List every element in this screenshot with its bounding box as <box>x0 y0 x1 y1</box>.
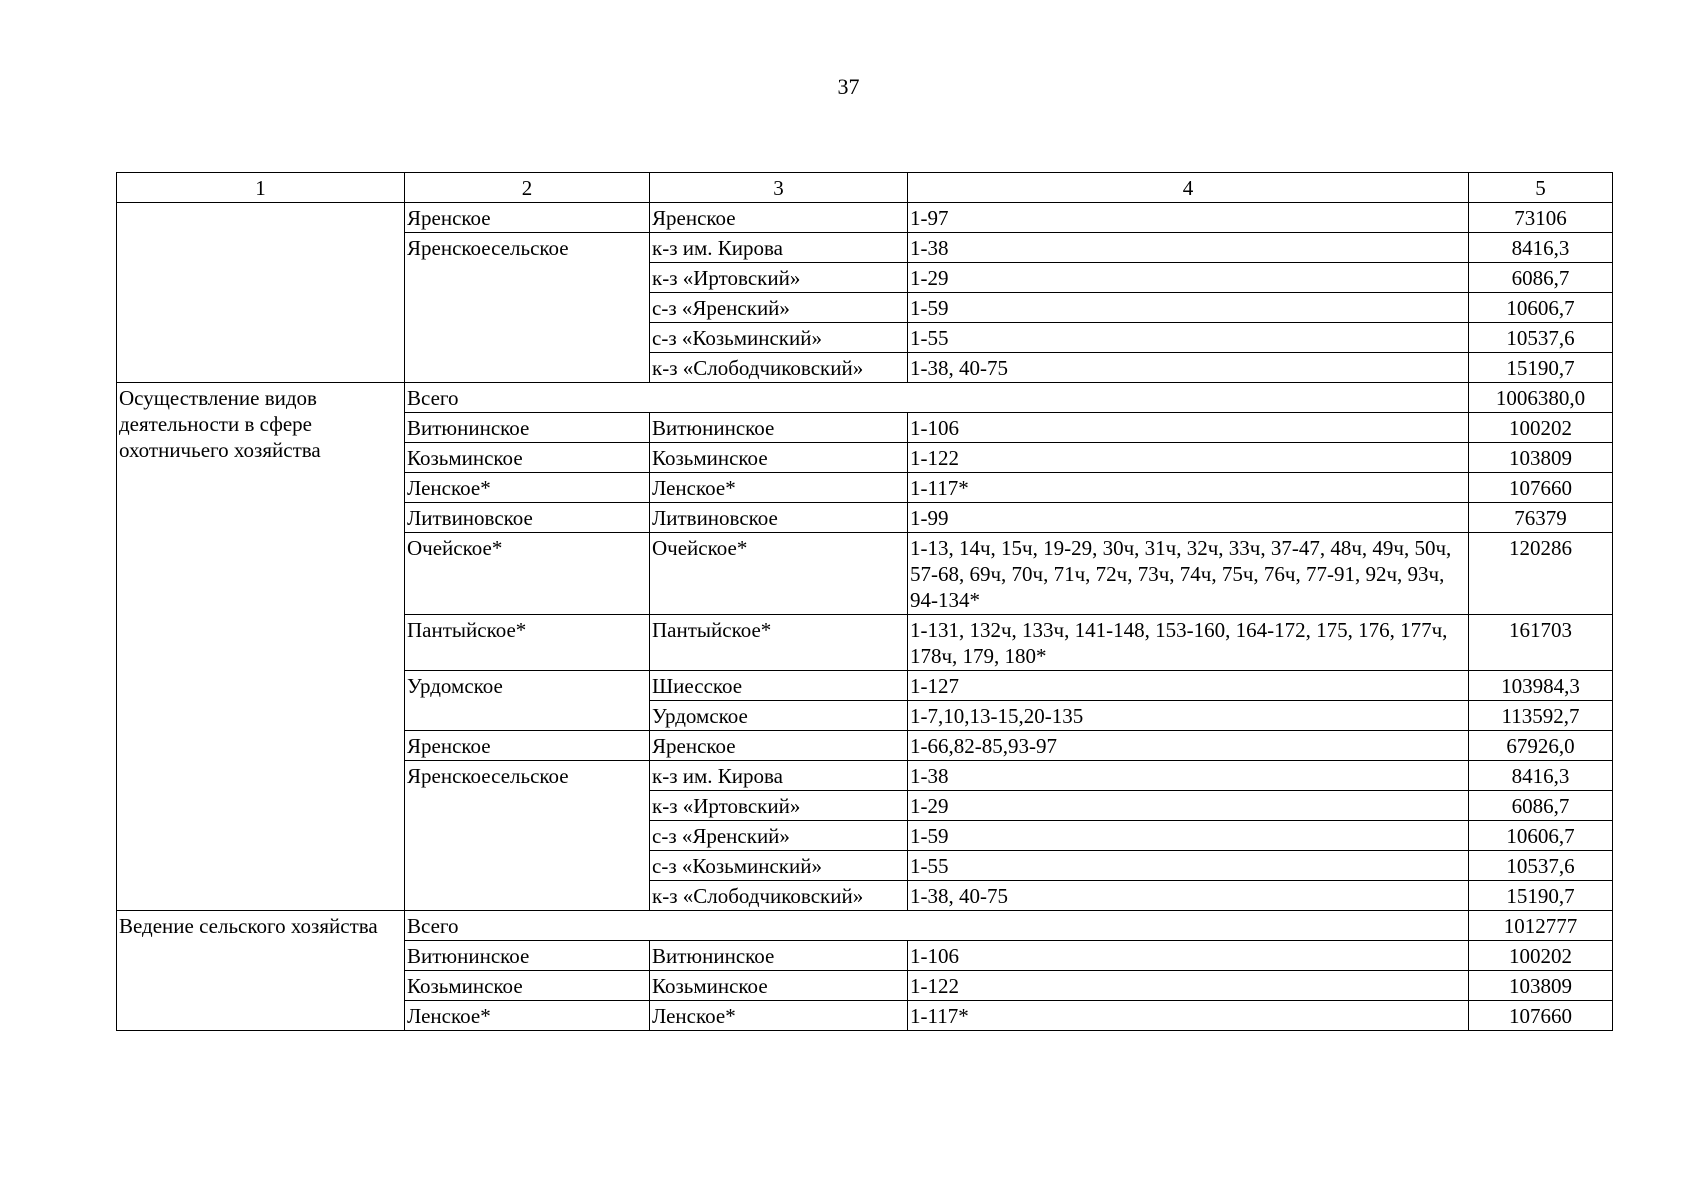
quarters-cell: 1-29 <box>908 263 1469 293</box>
quarters-cell: 1-59 <box>908 293 1469 323</box>
quarters-cell: 1-55 <box>908 851 1469 881</box>
quarters-cell: 1-66,82-85,93-97 <box>908 731 1469 761</box>
quarters-cell: 1-29 <box>908 791 1469 821</box>
forestry-cell: Витюнинское <box>650 941 908 971</box>
municipality-cell: Яренскоесельское <box>405 761 650 911</box>
area-cell: 15190,7 <box>1469 353 1613 383</box>
area-cell: 6086,7 <box>1469 263 1613 293</box>
area-cell: 103984,3 <box>1469 671 1613 701</box>
forestry-cell: Козьминское <box>650 443 908 473</box>
quarters-cell: 1-38, 40-75 <box>908 881 1469 911</box>
quarters-cell: 1-131, 132ч, 133ч, 141-148, 153-160, 164-172, 175, 176, 177ч, 178ч, 179, 180* <box>908 615 1469 671</box>
area-cell: 161703 <box>1469 615 1613 671</box>
forestry-cell: с-з «Козьминский» <box>650 323 908 353</box>
header-cell: 3 <box>650 173 908 203</box>
land-table <box>116 172 1613 1031</box>
forestry-cell: к-з им. Кирова <box>650 233 908 263</box>
municipality-cell: Козьминское <box>405 971 650 1001</box>
forestry-cell: Яренское <box>650 203 908 233</box>
municipality-cell: Витюнинское <box>405 413 650 443</box>
forestry-cell: Урдомское <box>650 701 908 731</box>
quarters-cell: 1-7,10,13-15,20-135 <box>908 701 1469 731</box>
municipality-cell: Литвиновское <box>405 503 650 533</box>
table-row <box>117 203 1613 233</box>
area-cell: 107660 <box>1469 1001 1613 1031</box>
forestry-cell: Пантыйское* <box>650 615 908 671</box>
municipality-cell: Яренское <box>405 731 650 761</box>
forestry-cell: Шиесское <box>650 671 908 701</box>
forestry-cell: к-з «Иртовский» <box>650 791 908 821</box>
area-cell: 8416,3 <box>1469 233 1613 263</box>
forestry-cell: Витюнинское <box>650 413 908 443</box>
forestry-cell: Козьминское <box>650 971 908 1001</box>
forestry-cell: с-з «Яренский» <box>650 293 908 323</box>
quarters-cell: 1-38 <box>908 761 1469 791</box>
category-cell: Осуществление видов деятельности в сфере охотничьего хозяйства <box>117 383 405 911</box>
quarters-cell: 1-55 <box>908 323 1469 353</box>
municipality-cell: Витюнинское <box>405 941 650 971</box>
area-cell: 10537,6 <box>1469 851 1613 881</box>
quarters-cell: 1-117* <box>908 473 1469 503</box>
area-cell: 103809 <box>1469 971 1613 1001</box>
area-cell: 10606,7 <box>1469 821 1613 851</box>
area-cell: 73106 <box>1469 203 1613 233</box>
quarters-cell: 1-122 <box>908 443 1469 473</box>
forestry-cell: с-з «Козьминский» <box>650 851 908 881</box>
area-cell: 8416,3 <box>1469 761 1613 791</box>
header-cell: 4 <box>908 173 1469 203</box>
forestry-cell: Литвиновское <box>650 503 908 533</box>
forestry-cell: Очейское* <box>650 533 908 615</box>
area-cell: 120286 <box>1469 533 1613 615</box>
category-cell: Ведение сельского хозяйства <box>117 911 405 1031</box>
forestry-cell: к-з им. Кирова <box>650 761 908 791</box>
area-cell: 103809 <box>1469 443 1613 473</box>
forestry-cell: Ленское* <box>650 473 908 503</box>
quarters-cell: 1-106 <box>908 413 1469 443</box>
municipality-cell: Урдомское <box>405 671 650 731</box>
area-cell: 107660 <box>1469 473 1613 503</box>
municipality-cell: Козьминское <box>405 443 650 473</box>
municipality-cell: Яренское <box>405 203 650 233</box>
header-cell: 5 <box>1469 173 1613 203</box>
quarters-cell: 1-38, 40-75 <box>908 353 1469 383</box>
area-cell: 76379 <box>1469 503 1613 533</box>
area-cell: 100202 <box>1469 413 1613 443</box>
quarters-cell: 1-127 <box>908 671 1469 701</box>
header-cell: 1 <box>117 173 405 203</box>
table-header-row <box>117 173 1613 203</box>
forestry-cell: Яренское <box>650 731 908 761</box>
municipality-cell: Очейское* <box>405 533 650 615</box>
quarters-cell: 1-122 <box>908 971 1469 1001</box>
total-value-cell: 1006380,0 <box>1469 383 1613 413</box>
page-number: 37 <box>837 74 860 99</box>
category-cell <box>117 203 405 383</box>
forestry-cell: к-з «Иртовский» <box>650 263 908 293</box>
area-cell: 15190,7 <box>1469 881 1613 911</box>
total-label-cell: Всего <box>405 383 1469 413</box>
forestry-cell: Ленское* <box>650 1001 908 1031</box>
quarters-cell: 1-13, 14ч, 15ч, 19-29, 30ч, 31ч, 32ч, 33ч, 37-47, 48ч, 49ч, 50ч, 57-68, 69ч, 70ч, 71ч, 72ч, 73ч, 74ч, 75ч, 76ч, 77-91, 92ч, 93ч, 94-134* <box>908 533 1469 615</box>
table-row-total <box>117 911 1613 941</box>
total-value-cell: 1012777 <box>1469 911 1613 941</box>
quarters-cell: 1-106 <box>908 941 1469 971</box>
municipality-cell: Ленское* <box>405 1001 650 1031</box>
forestry-cell: к-з «Слободчиковский» <box>650 881 908 911</box>
area-cell: 6086,7 <box>1469 791 1613 821</box>
quarters-cell: 1-59 <box>908 821 1469 851</box>
municipality-cell: Ленское* <box>405 473 650 503</box>
total-label-cell: Всего <box>405 911 1469 941</box>
area-cell: 10606,7 <box>1469 293 1613 323</box>
table-row-total <box>117 383 1613 413</box>
forestry-cell: с-з «Яренский» <box>650 821 908 851</box>
forestry-cell: к-з «Слободчиковский» <box>650 353 908 383</box>
header-cell: 2 <box>405 173 650 203</box>
quarters-cell: 1-97 <box>908 203 1469 233</box>
quarters-cell: 1-117* <box>908 1001 1469 1031</box>
quarters-cell: 1-99 <box>908 503 1469 533</box>
quarters-cell: 1-38 <box>908 233 1469 263</box>
area-cell: 100202 <box>1469 941 1613 971</box>
area-cell: 113592,7 <box>1469 701 1613 731</box>
municipality-cell: Яренскоесельское <box>405 233 650 383</box>
municipality-cell: Пантыйское* <box>405 615 650 671</box>
area-cell: 10537,6 <box>1469 323 1613 353</box>
area-cell: 67926,0 <box>1469 731 1613 761</box>
